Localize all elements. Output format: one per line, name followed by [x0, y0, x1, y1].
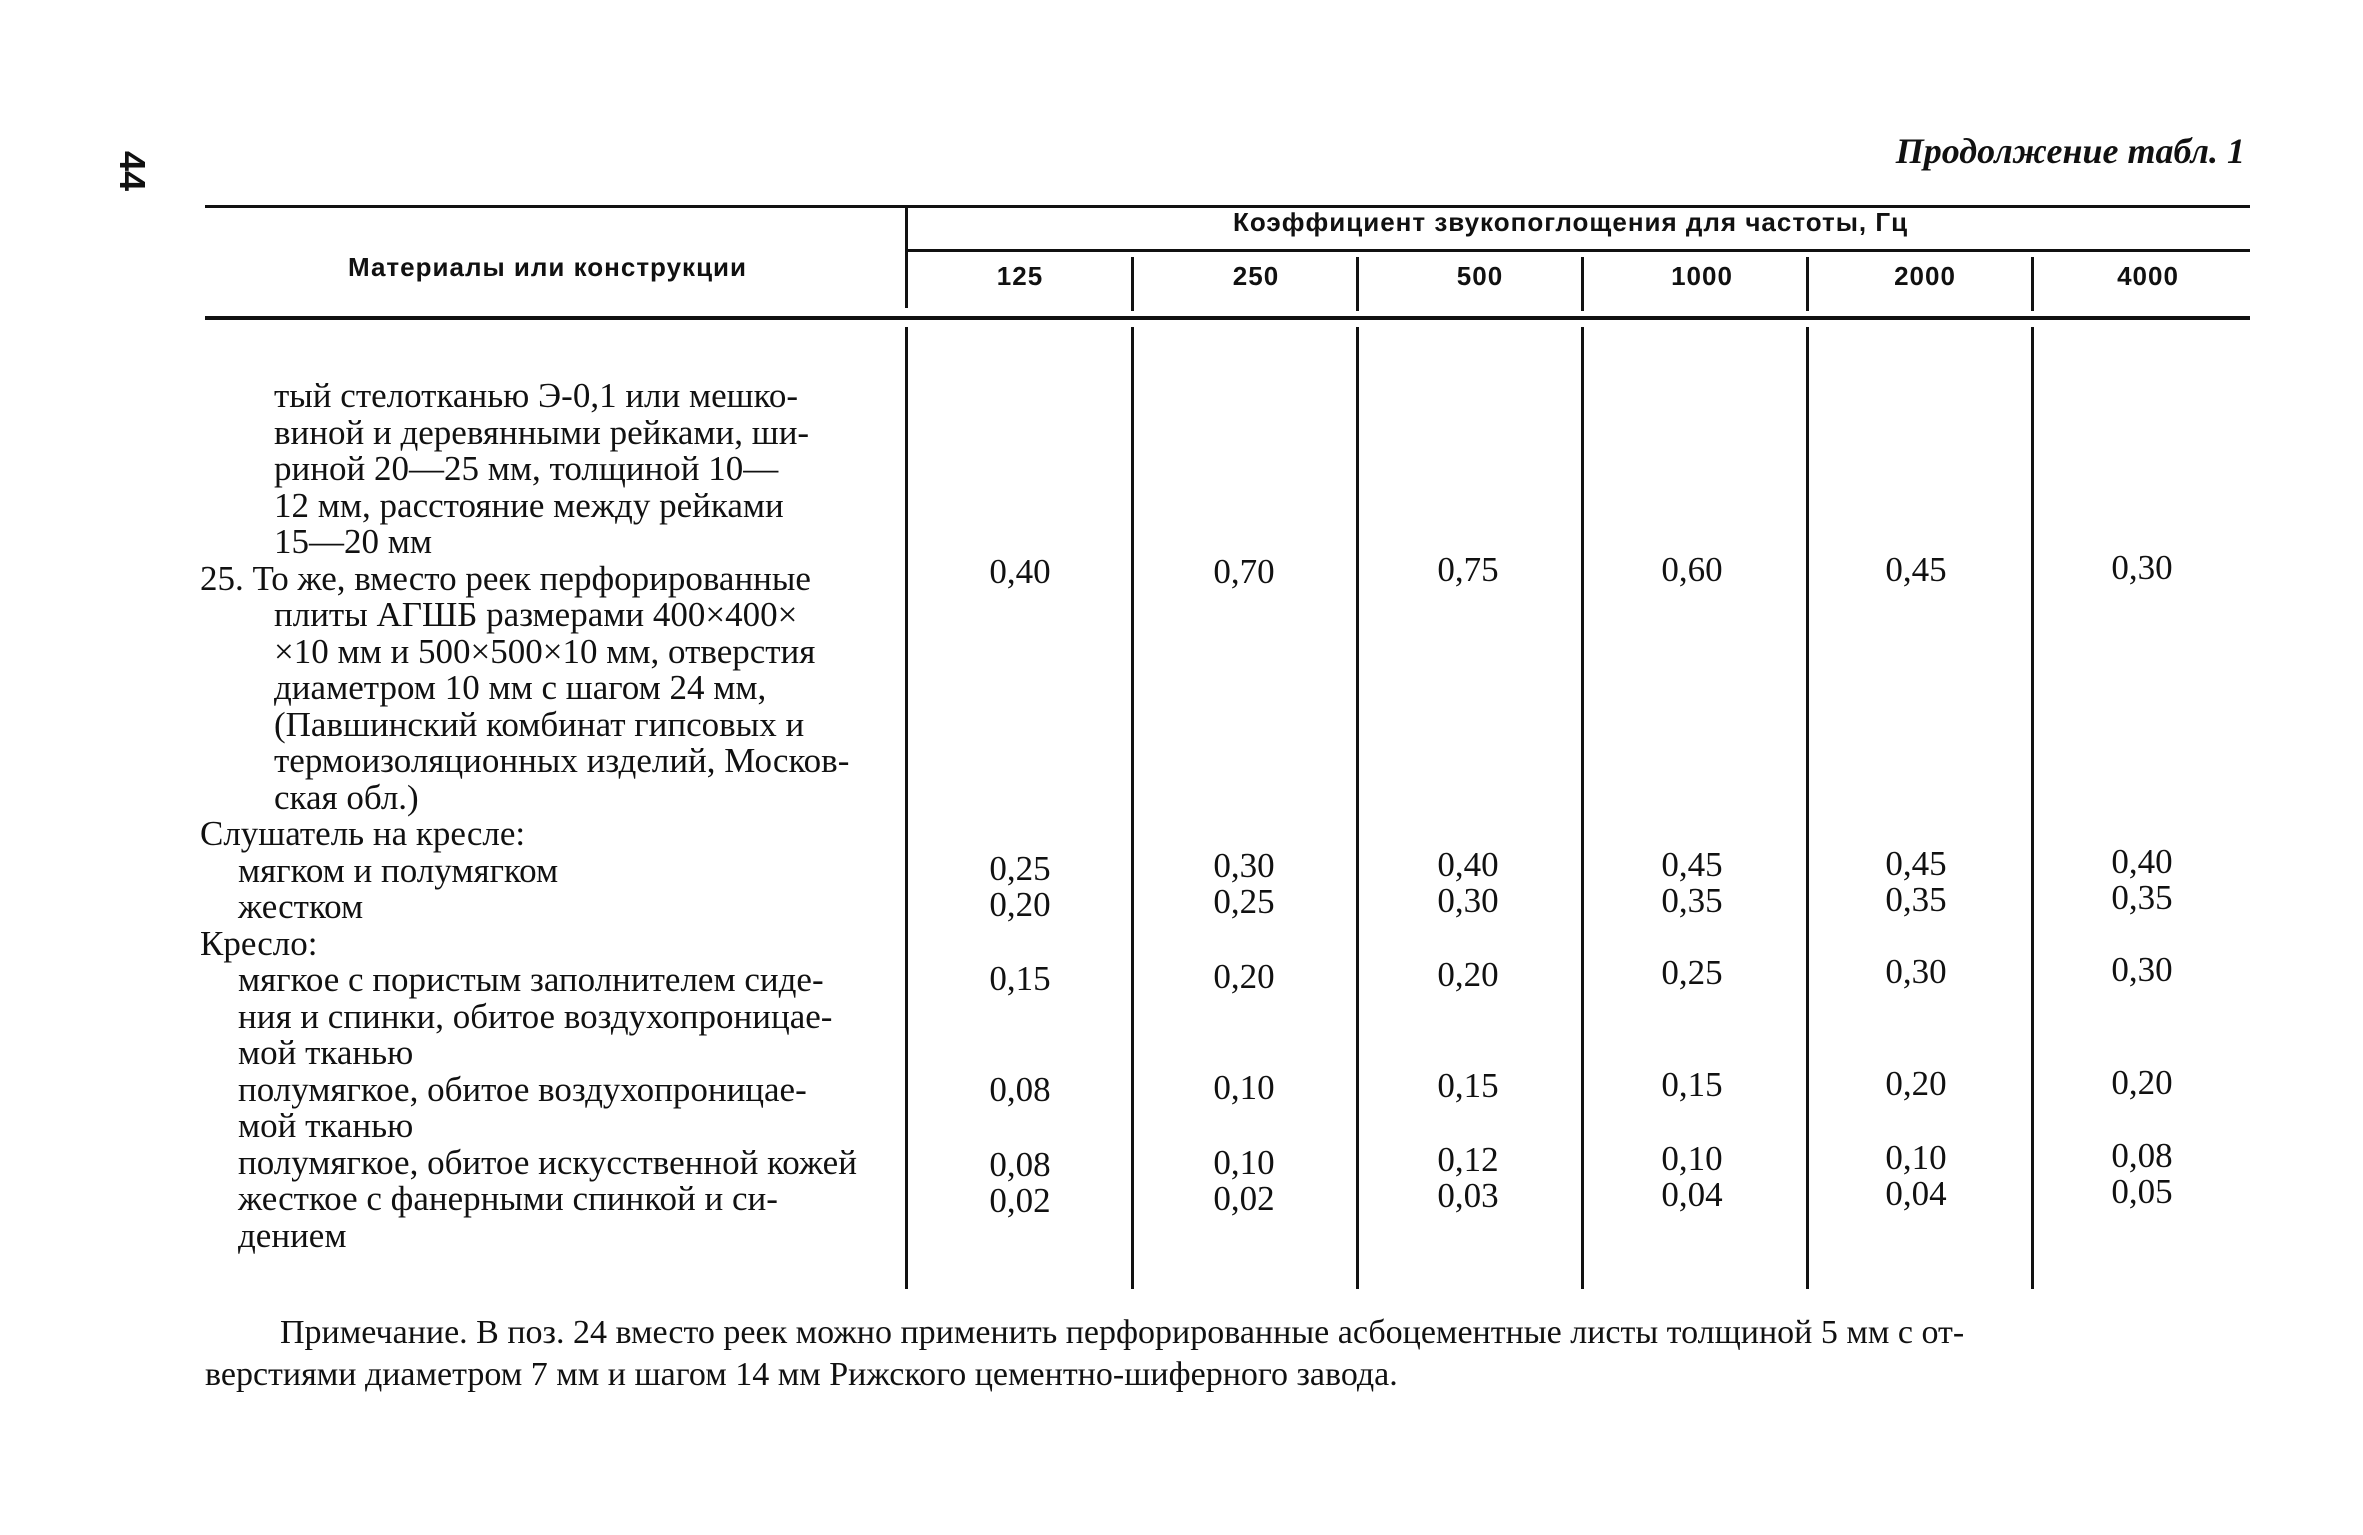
cell-r3-2000: 0,30: [1885, 952, 1947, 991]
cell-r5-125: 0,08: [989, 1145, 1051, 1184]
cell-r4-2000: 0,20: [1885, 1064, 1947, 1103]
cell-r1-125: 0,25: [989, 849, 1051, 888]
body-vline-1: [1131, 327, 1134, 1289]
cell-r2-4000: 0,35: [2111, 878, 2173, 917]
material-line: дением: [238, 1215, 347, 1255]
material-line: диаметром 10 мм с шагом 24 мм,: [274, 668, 767, 707]
freq-header-250: 250: [1232, 261, 1280, 291]
cell-r1-1000: 0,45: [1661, 845, 1723, 884]
material-line: полумягкое, обитое искусственной кожей: [238, 1142, 857, 1182]
note-line: верстиями диаметром 7 мм и шагом 14 мм Рижского цементно-шиферного завода.: [205, 1356, 1398, 1393]
cell-r6-1000: 0,04: [1661, 1175, 1723, 1214]
page-number: 44: [112, 150, 154, 192]
cell-r4-1000: 0,15: [1661, 1065, 1723, 1104]
cell-r5-250: 0,10: [1213, 1143, 1275, 1182]
material-line: 25. То же, вместо реек перфорированные: [200, 558, 811, 598]
cell-r5-2000: 0,10: [1885, 1138, 1947, 1177]
material-line: Кресло:: [200, 923, 318, 963]
body-vline-2: [1356, 327, 1359, 1289]
cell-r1-500: 0,40: [1437, 845, 1499, 884]
cell-r6-4000: 0,05: [2111, 1172, 2173, 1211]
cell-r1-2000: 0,45: [1885, 844, 1947, 883]
material-line: мягкое с пористым заполнителем сиде-: [238, 960, 824, 999]
body-vline-0: [905, 327, 908, 1289]
cell-r4-125: 0,08: [989, 1070, 1051, 1109]
freq-header-125: 125: [996, 261, 1044, 291]
body-vline-4: [1806, 327, 1809, 1289]
cell-r3-250: 0,20: [1213, 957, 1275, 996]
material-line: виной и деревянными рейками, ши-: [274, 412, 810, 452]
material-line: жестком: [238, 887, 364, 926]
cell-r2-500: 0,30: [1437, 881, 1499, 920]
material-line: ская обл.): [274, 777, 419, 817]
cell-r2-250: 0,25: [1213, 882, 1275, 921]
header-sub-rule: [906, 249, 2250, 252]
cell-r3-4000: 0,30: [2111, 950, 2173, 989]
cell-r1-250: 0,30: [1213, 846, 1275, 885]
cell-r0-500: 0,75: [1437, 550, 1499, 589]
cell-r0-4000: 0,30: [2111, 548, 2173, 587]
table-note: [205, 1312, 1964, 1396]
header-vline-1: [1131, 257, 1134, 311]
cell-r6-250: 0,02: [1213, 1179, 1275, 1218]
cell-r4-250: 0,10: [1213, 1068, 1275, 1107]
cell-r6-2000: 0,04: [1885, 1174, 1947, 1213]
cell-r5-1000: 0,10: [1661, 1139, 1723, 1178]
freq-header-4000: 4000: [2117, 261, 2179, 291]
material-line: 12 мм, расстояние между рейками: [274, 485, 784, 525]
material-line: ×10 мм и 500×500×10 мм, отверстия: [274, 631, 816, 671]
material-line: плиты АГШБ размерами 400×400×: [274, 595, 798, 634]
material-line: мягком и полумягком: [238, 850, 559, 890]
cell-r1-4000: 0,40: [2111, 842, 2173, 881]
table-top-rule: [205, 205, 2250, 208]
cell-r0-1000: 0,60: [1661, 550, 1723, 589]
material-line: риной 20—25 мм, толщиной 10—: [274, 449, 779, 488]
materials-column: [200, 378, 857, 1254]
material-line: термоизоляционных изделий, Москов-: [274, 741, 850, 780]
cell-r2-1000: 0,35: [1661, 881, 1723, 920]
cell-r0-125: 0,40: [989, 552, 1051, 591]
material-line: Слушатель на кресле:: [200, 814, 526, 853]
cell-r2-125: 0,20: [989, 885, 1051, 924]
material-line: полумягкое, обитое воздухопроницае-: [238, 1069, 807, 1109]
cell-r4-500: 0,15: [1437, 1066, 1499, 1105]
body-vline-5: [2031, 327, 2034, 1289]
material-line: тый стелотканью Э-0,1 или мешко-: [274, 376, 799, 415]
cell-r5-500: 0,12: [1437, 1140, 1499, 1179]
freq-header-500: 500: [1456, 261, 1504, 291]
cell-r3-125: 0,15: [989, 959, 1051, 998]
materials-header: Материалы или конструкции: [348, 252, 748, 282]
cell-r3-1000: 0,25: [1661, 953, 1723, 992]
note-line: Примечание. В поз. 24 вместо реек можно применить перфорированные асбоцементные листы толщиной 5 мм с от-: [280, 1314, 1965, 1351]
material-line: мой тканью: [238, 1106, 414, 1145]
material-line: ния и спинки, обитое воздухопроницае-: [238, 996, 833, 1036]
cell-r6-500: 0,03: [1437, 1176, 1499, 1215]
header-bottom-rule: [205, 316, 2250, 320]
freq-header-2000: 2000: [1894, 261, 1956, 291]
cell-r4-4000: 0,20: [2111, 1063, 2173, 1102]
material-line: (Павшинский комбинат гипсовых и: [274, 704, 805, 744]
freq-header-1000: 1000: [1671, 261, 1733, 291]
header-vline-0: [905, 205, 908, 308]
cell-r6-125: 0,02: [989, 1181, 1051, 1220]
cell-r0-250: 0,70: [1213, 552, 1275, 591]
table-continuation-label: Продолжение табл. 1: [1895, 131, 2245, 171]
coefficient-header: Коэффициент звукопоглощения для частоты, Гц: [1233, 207, 1909, 237]
material-line: 15—20 мм: [274, 522, 433, 561]
material-line: жесткое с фанерными спинкой и си-: [238, 1179, 778, 1218]
body-vline-3: [1581, 327, 1584, 1289]
cell-r3-500: 0,20: [1437, 955, 1499, 994]
cell-r2-2000: 0,35: [1885, 880, 1947, 919]
cell-r0-2000: 0,45: [1885, 550, 1947, 589]
cell-r5-4000: 0,08: [2111, 1136, 2173, 1175]
material-line: мой тканью: [238, 1033, 414, 1072]
